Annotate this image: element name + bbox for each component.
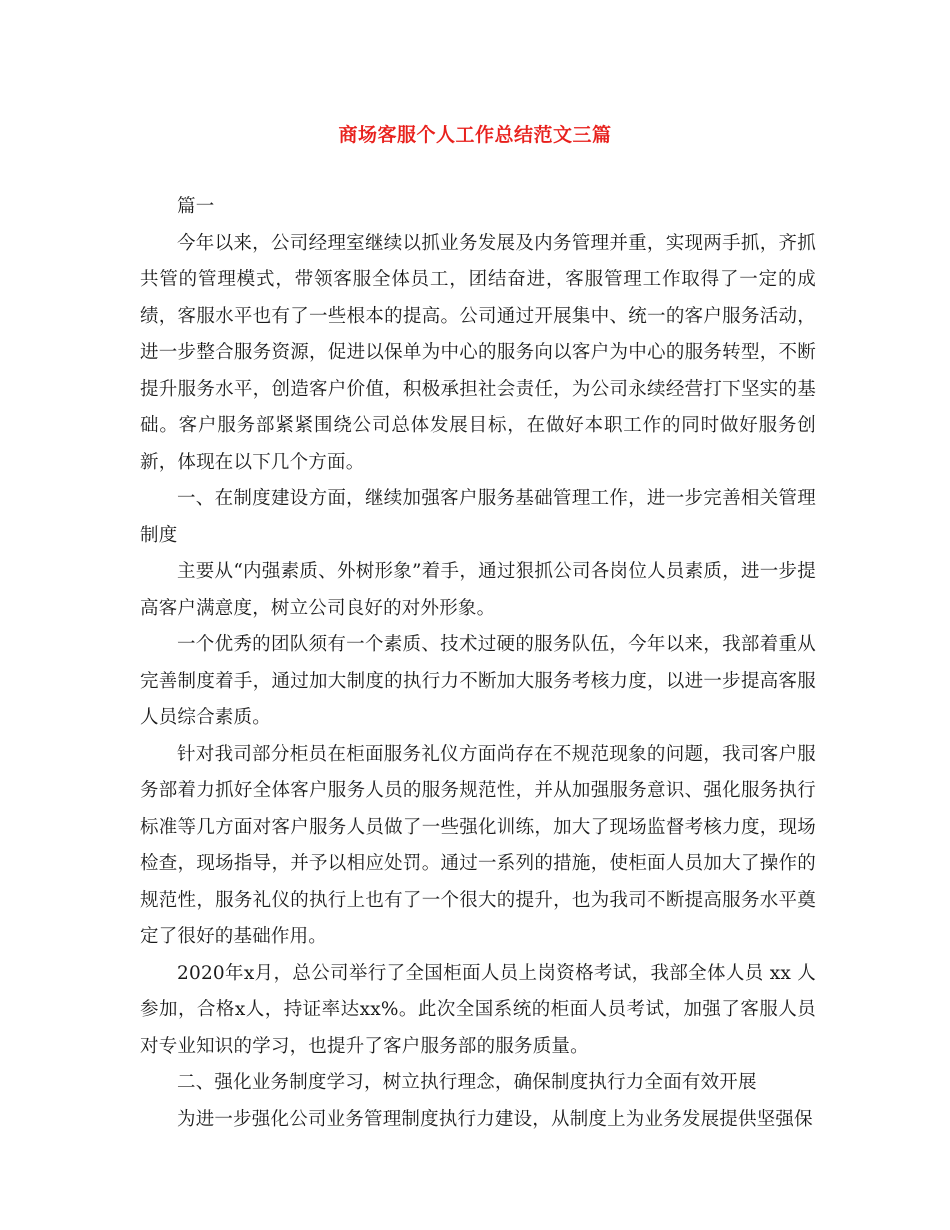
document-title: 商场客服个人工作总结范文三篇	[338, 124, 612, 146]
document-body	[140, 189, 816, 1138]
paragraph: 一个优秀的团队须有一个素质、技术过硬的服务队伍，今年以来，我部着重从完善制度着手，通过加大制度的执行力不断加大服务考核力度，以进一步提高客服人员综合素质。	[140, 634, 816, 728]
paragraph: 为进一步强化公司业务管理制度执行力建设，从制度上为业务发展提供坚强保	[177, 1108, 813, 1130]
section-heading-2: 二、强化业务制度学习，树立执行理念，确保制度执行力全面有效开展	[177, 1072, 757, 1093]
paragraph: 2020年x月，总公司举行了全国柜面人员上岗资格考试，我部全体人员 xx 人参加，合格x人，持证率达xx%。此次全国系统的柜面人员考试，加强了客服人员对专业知识的学习，也提升了客户服务部的服务质量。	[140, 962, 816, 1057]
section-heading-1: 一、在制度建设方面，继续加强客户服务基础管理工作，进一步完善相关管理制度	[140, 488, 816, 546]
paragraph: 针对我司部分柜员在柜面服务礼仪方面尚存在不规范现象的问题，我司客户服务部着力抓好全体客户服务人员的服务规范性，并从加强服务意识、强化服务执行标准等几方面对客户服务人员做了一些强化训练，加大了现场监督考核力度，现场检查，现场指导，并予以相应处罚。通过一系列的措施，使柜面人员加大了操作的规范性，服务礼仪的执行上也有了一个很大的提升，也为我司不断提高服务水平奠定了很好的基础作用。	[140, 743, 816, 947]
paragraph: 主要从“内强素质、外树形象”着手，通过狠抓公司各岗位人员素质，进一步提高客户满意度，树立公司良好的对外形象。	[140, 561, 816, 619]
section-label: 篇一	[177, 196, 215, 217]
paragraph-intro: 今年以来，公司经理室继续以抓业务发展及内务管理并重，实现两手抓，齐抓共管的管理模式，带领客服全体员工，团结奋进，客服管理工作取得了一定的成绩，客服水平也有了一些根本的提高。公司通过开展集中、统一的客户服务活动，进一步整合服务资源，促进以保单为中心的服务向以客户为中心的服务转型，不断提升服务水平，创造客户价值，积极承担社会责任，为公司永续经营打下坚实的基础。客户服务部紧紧围绕公司总体发展目标，在做好本职工作的同时做好服务创新，体现在以下几个方面。	[140, 232, 816, 473]
